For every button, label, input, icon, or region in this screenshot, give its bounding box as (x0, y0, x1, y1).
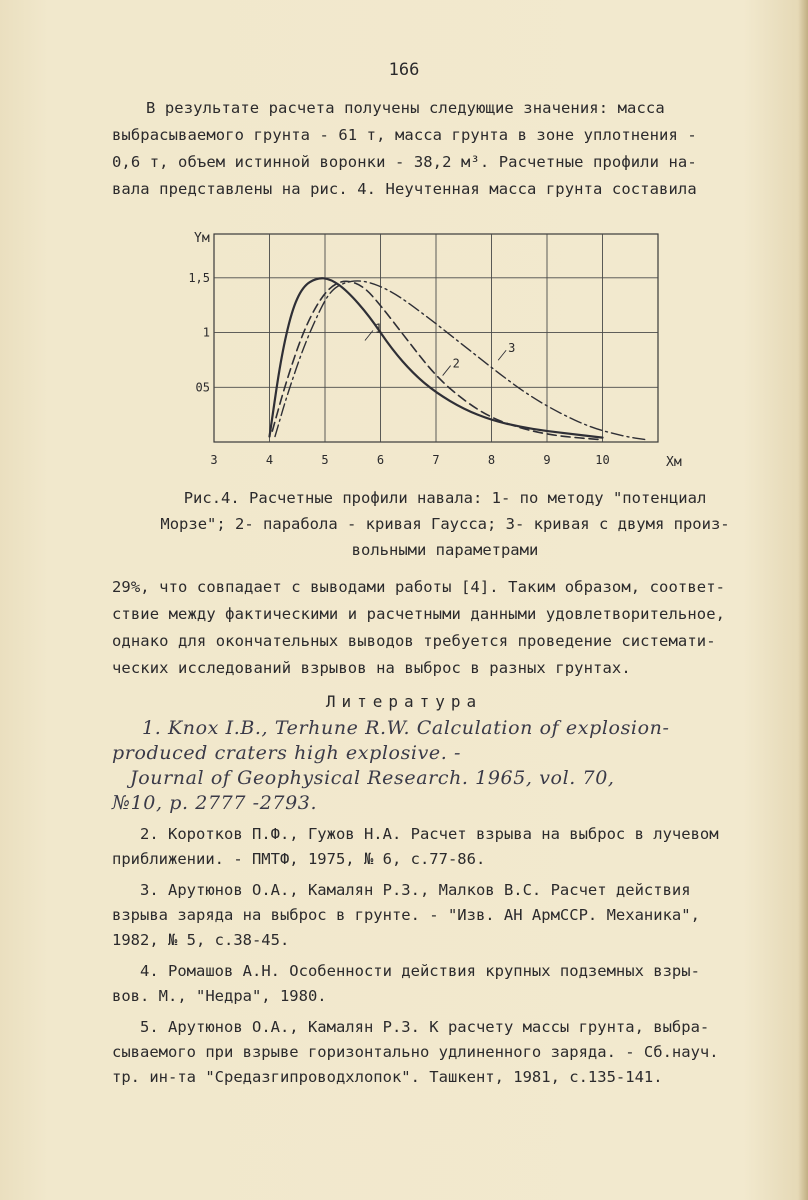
text-line: выбрасываемого грунта - 61 т, масса грунта в зоне уплотнения - (112, 126, 697, 144)
reference-line: 5. Арутюнов О.А., Камалян Р.З. К расчету массы грунта, выбра- (140, 1018, 710, 1036)
caption-line: Морзе"; 2- парабола - кривая Гаусса; 3- кривая с двумя произ- (160, 515, 730, 533)
x-tick-label: 9 (543, 453, 551, 467)
paragraph-conclusion (112, 574, 752, 682)
reference-line: сываемого при взрыве горизонтально удлиненного заряда. - Сб.науч. (112, 1043, 719, 1061)
curve-label: 3 (508, 341, 516, 356)
reference-line: тр. ин-та "Средазгипроводхлопок". Ташкент, 1981, с.135-141. (112, 1068, 663, 1086)
x-tick-label: 5 (321, 453, 329, 467)
page-edge-shadow (798, 0, 808, 1200)
x-tick-label: 8 (487, 453, 496, 467)
y-tick-label: 1,5 (188, 270, 210, 285)
curve-label: 1 (374, 321, 383, 336)
text-line: В результате расчета получены следующие значения: масса (146, 99, 665, 117)
handwritten-line: 1. Knox I.B., Terhune R.W. Calculation of explosion- (142, 717, 670, 739)
text-line: однако для окончательных выводов требуется проведение системати- (112, 632, 716, 650)
handwritten-line: produced craters high explosive. - (112, 742, 462, 764)
paragraph-results (112, 95, 752, 203)
caption-line: вольными параметрами (351, 541, 539, 559)
reference-line: вов. М., "Недра", 1980. (112, 987, 327, 1005)
series-line-3 (275, 281, 647, 440)
page-number: 166 (388, 60, 420, 80)
reference-line: 2. Коротков П.Ф., Гужов Н.А. Расчет взрыва на выброс в лучевом (140, 825, 719, 843)
reference-item (112, 959, 782, 1009)
y-axis-label: Yм (194, 231, 210, 246)
figure-caption (100, 485, 790, 563)
series-line-2 (272, 281, 602, 439)
chart-tick-labels (188, 271, 609, 467)
reference-line: приближении. - ПМТФ, 1975, № 6, с.77-86. (112, 850, 486, 868)
reference-item (112, 1015, 782, 1090)
reference-line: 1982, № 5, с.38-45. (112, 931, 290, 949)
chart-grid (214, 234, 658, 442)
text-line: вала представлены на рис. 4. Неучтенная масса грунта составила (112, 180, 697, 198)
x-axis-label: Xм (666, 455, 682, 470)
curve-label-leader (498, 350, 506, 360)
y-tick-label: 05 (195, 380, 210, 395)
handwritten-line: Journal of Geophysical Research. 1965, vol. 70, (130, 767, 615, 789)
profile-chart (180, 222, 680, 484)
reference-line: взрыва заряда на выброс в грунте. - "Изв. АН АрмССР. Механика", (112, 906, 700, 924)
curve-label-leader (365, 331, 373, 341)
handwritten-line: №10, p. 2777 -2793. (112, 792, 318, 814)
x-tick-label: 7 (432, 453, 440, 467)
reference-line: 3. Арутюнов О.А., Камалян Р.З., Малков В.С. Расчет действия (140, 881, 691, 899)
text-line: ческих исследований взрывов на выброс в разных грунтах. (112, 659, 631, 677)
curve-label: 2 (452, 356, 460, 371)
handwritten-reference (112, 716, 752, 816)
x-tick-label: 4 (265, 453, 274, 467)
curve-label-leader (443, 366, 451, 376)
text-line: 0,6 т, объем истинной воронки - 38,2 м³. Расчетные профили на- (112, 153, 697, 171)
x-tick-label: 3 (210, 453, 218, 467)
caption-line: Рис.4. Расчетные профили навала: 1- по методу "потенциал (183, 489, 707, 507)
chart-curve-labels (365, 322, 515, 376)
text-line: ствие между фактическими и расчетными данными удовлетворительное, (112, 605, 726, 623)
reference-item (112, 822, 782, 872)
reference-list (112, 822, 782, 1096)
text-line: 29%, что совпадает с выводами работы [4]. Таким образом, соответ- (112, 578, 726, 596)
literature-heading: Литература (325, 692, 483, 711)
reference-line: 4. Ромашов А.Н. Особенности действия крупных подземных взры- (140, 962, 700, 980)
reference-item (112, 878, 782, 953)
x-tick-label: 6 (376, 453, 385, 467)
y-tick-label: 1 (202, 325, 210, 340)
x-tick-label: 10 (595, 453, 610, 467)
